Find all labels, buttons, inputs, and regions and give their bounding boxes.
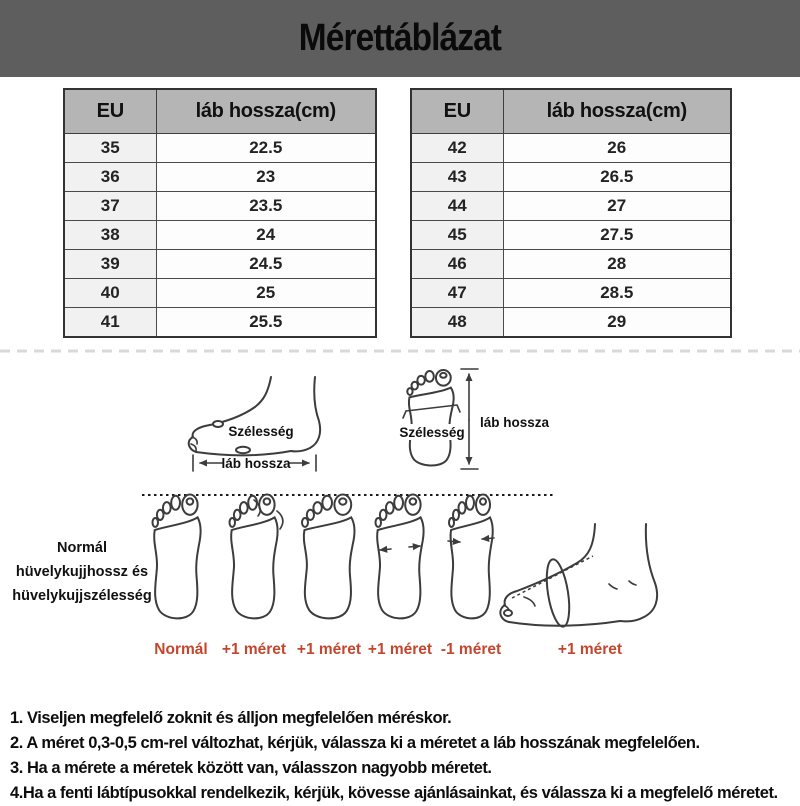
eu-size-cell: 43 xyxy=(411,163,503,192)
foot-length-cell: 24.5 xyxy=(156,250,376,279)
eu-size-cell: 41 xyxy=(64,308,156,338)
foot-length-cell: 22.5 xyxy=(156,134,376,163)
foot-length-cell: 29 xyxy=(503,308,731,338)
note-line: 1. Viseljen megfelelő zoknit és álljon megfelelően méréskor. xyxy=(10,709,452,727)
eu-size-cell: 48 xyxy=(411,308,503,338)
foot-type-label: +1 méret xyxy=(221,641,287,658)
top-length-dimension xyxy=(461,369,550,469)
column-header: láb hossza(cm) xyxy=(503,89,731,134)
foot-type-label: +1 méret xyxy=(367,641,433,658)
side-length-dimension xyxy=(193,455,316,471)
eu-size-cell: 47 xyxy=(411,279,503,308)
eu-size-cell: 40 xyxy=(64,279,156,308)
eu-size-cell: 45 xyxy=(411,221,503,250)
foot-length-cell: 24 xyxy=(156,221,376,250)
size-row xyxy=(411,192,731,221)
size-row xyxy=(411,134,731,163)
size-row xyxy=(64,221,376,250)
side-width-label: Szélesség xyxy=(228,424,294,439)
foot-type-note: Normál hüvelykujjhossz és hüvelykujjszélesség xyxy=(12,540,152,604)
note-line: 4.Ha a fenti lábtípusokkal rendelkezik, kérjük, kövesse ajánlásainkat, és válassza ki a megfelelő méretet. xyxy=(10,784,778,802)
eu-size-cell: 46 xyxy=(411,250,503,279)
top-width-label: Szélesség xyxy=(399,425,465,440)
side-length-label: láb hossza xyxy=(221,456,291,471)
eu-size-cell: 38 xyxy=(64,221,156,250)
size-row xyxy=(411,250,731,279)
foot-sole-normal-icon xyxy=(153,495,201,619)
size-row xyxy=(411,221,731,250)
eu-size-cell: 36 xyxy=(64,163,156,192)
foot-sole-narrow-icon xyxy=(448,495,494,619)
size-row xyxy=(64,279,376,308)
note-line: 3. Ha a mérete a méretek között van, válasszon nagyobb méretet. xyxy=(10,759,492,777)
foot-length-cell: 27 xyxy=(503,192,731,221)
foot-type-label: Normál xyxy=(154,641,208,658)
column-header: EU xyxy=(411,89,503,134)
page-title: Mérettáblázat xyxy=(298,17,502,59)
foot-length-cell: 28 xyxy=(503,250,731,279)
size-row xyxy=(411,163,731,192)
foot-length-cell: 26 xyxy=(503,134,731,163)
foot-length-cell: 26.5 xyxy=(503,163,731,192)
side-width-dimension xyxy=(228,423,294,439)
eu-size-cell: 42 xyxy=(411,134,503,163)
size-row xyxy=(411,308,731,338)
top-width-dimension xyxy=(396,424,468,440)
foot-type-label: +1 méret xyxy=(296,641,362,658)
foot-sole-spread-icon xyxy=(376,495,424,619)
foot-measurement-diagram xyxy=(0,340,800,675)
note-line: 2. A méret 0,3-0,5 cm-rel változhat, kérjük, válassza ki a méretet a láb hosszának megfelelően. xyxy=(10,734,700,752)
foot-sole-wide-icon xyxy=(302,495,354,619)
size-row xyxy=(64,308,376,338)
foot-length-cell: 27.5 xyxy=(503,221,731,250)
eu-size-cell: 35 xyxy=(64,134,156,163)
foot-length-cell: 23 xyxy=(156,163,376,192)
foot-length-cell: 25.5 xyxy=(156,308,376,338)
notes-list xyxy=(10,706,800,806)
top-length-label: láb hossza xyxy=(480,415,550,430)
eu-size-cell: 37 xyxy=(64,192,156,221)
size-row xyxy=(64,250,376,279)
size-row xyxy=(64,192,376,221)
page-header xyxy=(0,0,800,77)
foot-sole-bunion-icon xyxy=(230,495,283,619)
foot-type-label: -1 méret xyxy=(440,641,502,658)
size-row xyxy=(411,279,731,308)
column-header: EU xyxy=(64,89,156,134)
size-row xyxy=(64,163,376,192)
column-header: láb hossza(cm) xyxy=(156,89,376,134)
foot-instep-measure-icon xyxy=(500,524,657,628)
size-row xyxy=(64,134,376,163)
foot-length-cell: 28.5 xyxy=(503,279,731,308)
foot-type-label: +1 méret xyxy=(557,641,623,658)
size-table-right xyxy=(410,88,732,338)
eu-size-cell: 39 xyxy=(64,250,156,279)
foot-side-view-icon xyxy=(189,377,320,455)
size-table-left xyxy=(63,88,377,338)
header-row xyxy=(64,89,376,134)
header-row xyxy=(411,89,731,134)
foot-length-cell: 25 xyxy=(156,279,376,308)
eu-size-cell: 44 xyxy=(411,192,503,221)
foot-length-cell: 23.5 xyxy=(156,192,376,221)
foot-top-view-icon xyxy=(403,370,460,466)
